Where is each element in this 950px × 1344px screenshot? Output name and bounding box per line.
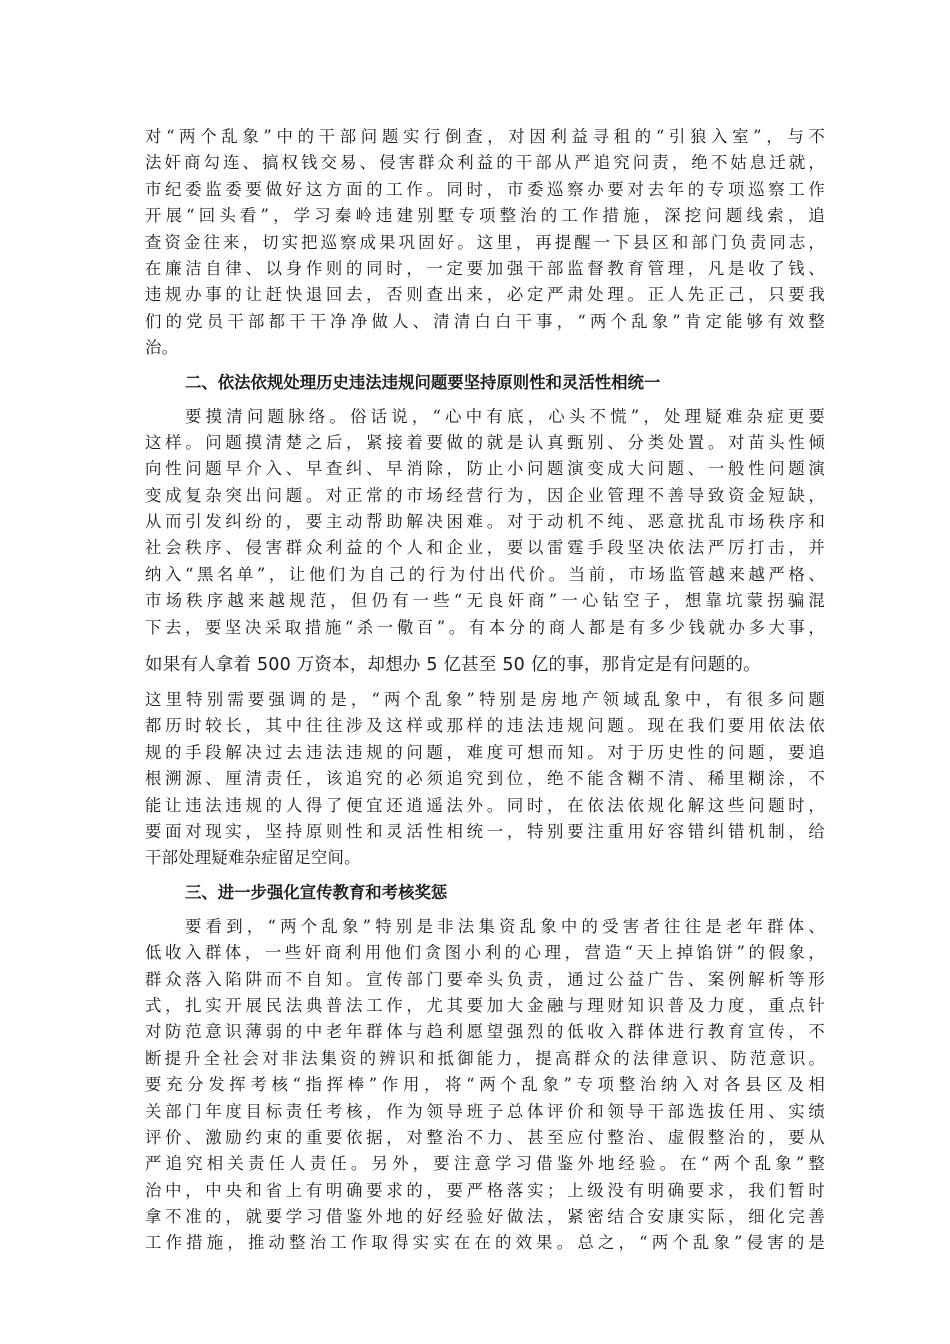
- text-line: 工作措施，推动整治工作取得实实在在的效果。总之，“两个乱象”侵害的是: [145, 1233, 825, 1253]
- text-line: 要看到，“两个乱象”特别是非法集资乱象中的受害者往往是老年群体、: [185, 916, 825, 936]
- section-heading-2: 二、依法依规处理历史违法违规问题要坚持原则性和灵活性相统一: [185, 372, 661, 392]
- document-body: [145, 124, 825, 1257]
- text-line: 评价、激励约束的重要依据，对整治不力、甚至应付整治、虚假整治的，要从: [145, 1127, 825, 1147]
- text-line: 治中，中央和省上有明确要求的，要严格落实；上级没有明确要求，我们暂时: [145, 1180, 825, 1200]
- text-line: 对“两个乱象”中的干部问题实行倒查，对因利益寻租的“引狼入室”，与不: [145, 127, 825, 146]
- text-line: 变成复杂突出问题。对正常的市场经营行为，因企业管理不善导致资金短缺，: [145, 485, 825, 505]
- text-line: 这样。问题摸清楚之后，紧接着要做的就是认真甄别、分类处置。对苗头性倾: [145, 432, 825, 452]
- text-line: 低收入群体，一些奸商利用他们贪图小利的心理，营造“天上掉馅饼”的假象，: [145, 943, 825, 963]
- text-line: 查资金往来，切实把巡察成果巩固好。这里，再提醒一下县区和部门负责同志，: [145, 232, 825, 252]
- paragraph-2: [145, 404, 825, 682]
- section-heading-3: 三、进一步强化宣传教育和考核奖惩: [185, 882, 448, 902]
- text-line: 从而引发纠纷的，要主动帮助解决困难。对于动机不纯、恶意扰乱市场秩序和: [145, 512, 825, 532]
- text-line: 要充分发挥考核“指挥棒”作用，将“两个乱象”专项整治纳入对各县区及相: [145, 1075, 825, 1095]
- text-line: 向性问题早介入、早查纠、早消除，防止小问题演变成大问题、一般性问题演: [145, 459, 825, 479]
- text-line: 严追究相关责任人责任。另外，要注意学习借鉴外地经验。在“两个乱象”整: [145, 1154, 825, 1174]
- text-line: 能让违法违规的人得了便宜还逍遥法外。同时，在依法依规化解这些问题时，: [145, 795, 825, 815]
- text-line: 干部处理疑难杂症留足空间。: [145, 848, 361, 868]
- text-line: 要面对现实，坚持原则性和灵活性相统一，特别要注重用好容错纠错机制，给: [145, 821, 825, 841]
- text-line: 治。: [145, 338, 179, 358]
- text-line: 断提升全社会对非法集资的辨识和抵御能力，提高群众的法律意识、防范意识。: [145, 1048, 825, 1068]
- text-line-large: 如果有人拿着 500 万资本，却想办 5 亿甚至 50 亿的事，那肯定是有问题的。: [145, 655, 761, 676]
- text-line: 根溯源、厘清责任，该追究的必须追究到位，绝不能含糊不清、稀里糊涂，不: [145, 769, 825, 789]
- text-line: 社会秩序、侵害群众利益的个人和企业，要以雷霆手段坚决依法严厉打击，并: [145, 538, 825, 558]
- text-line: 要摸清问题脉络。俗话说，“心中有底，心头不慌”，处理疑难杂症更要: [185, 406, 825, 426]
- paragraph-4: [145, 914, 825, 1257]
- text-line: 在廉洁自律、以身作则的同时，一定要加强干部监督教育管理，凡是收了钱、: [145, 258, 825, 278]
- text-line: 市纪委监委要做好这方面的工作。同时，市委巡察办要对去年的专项巡察工作: [145, 179, 825, 199]
- text-line: 开展“回头看”，学习秦岭违建别墅专项整治的工作措施，深挖问题线索，追: [145, 206, 825, 226]
- text-line: 都历时较长，其中往往涉及这样或那样的违法违规问题。现在我们要用依法依: [145, 716, 825, 736]
- text-line: 关部门年度目标责任考核，作为领导班子总体评价和领导干部选拔任用、实绩: [145, 1101, 825, 1121]
- paragraph-1: [145, 124, 825, 362]
- text-line: 法奸商勾连、搞权钱交易、侵害群众利益的干部从严追究问责，绝不姑息迁就，: [145, 153, 825, 173]
- paragraph-3: [145, 687, 825, 872]
- text-line: 市场秩序越来越规范，但仍有一些“无良奸商”一心钻空子，想靠坑蒙拐骗混: [145, 591, 825, 611]
- text-line: 群众落入陷阱而不自知。宣传部门要牵头负责，通过公益广告、案例解析等形: [145, 969, 825, 989]
- text-line: 拿不准的，就要学习借鉴外地的好经验好做法，紧密结合安康实际，细化完善: [145, 1207, 825, 1227]
- text-line: 纳入“黑名单”，让他们为自己的行为付出代价。当前，市场监管越来越严格、: [145, 564, 825, 584]
- text-line: 式，扎实开展民法典普法工作，尤其要加大金融与理财知识普及力度，重点针: [145, 995, 825, 1015]
- text-line: 下去，要坚决采取措施“杀一儆百”。有本分的商人都是有多少钱就办多大事，: [145, 617, 825, 637]
- text-line: 们的党员干部都干干净净做人、清清白白干事，“两个乱象”肯定能够有效整: [145, 311, 825, 331]
- text-line: 规的手段解决过去违法违规的问题，难度可想而知。对于历史性的问题，要追: [145, 742, 825, 762]
- text-line: 这里特别需要强调的是，“两个乱象”特别是房地产领域乱象中，有很多问题: [145, 690, 825, 710]
- text-line: 违规办事的让赶快退回去，否则查出来，必定严肃处理。正人先正己，只要我: [145, 285, 825, 305]
- text-line: 对防范意识薄弱的中老年群体与趋利愿望强烈的低收入群体进行教育宣传，不: [145, 1022, 825, 1042]
